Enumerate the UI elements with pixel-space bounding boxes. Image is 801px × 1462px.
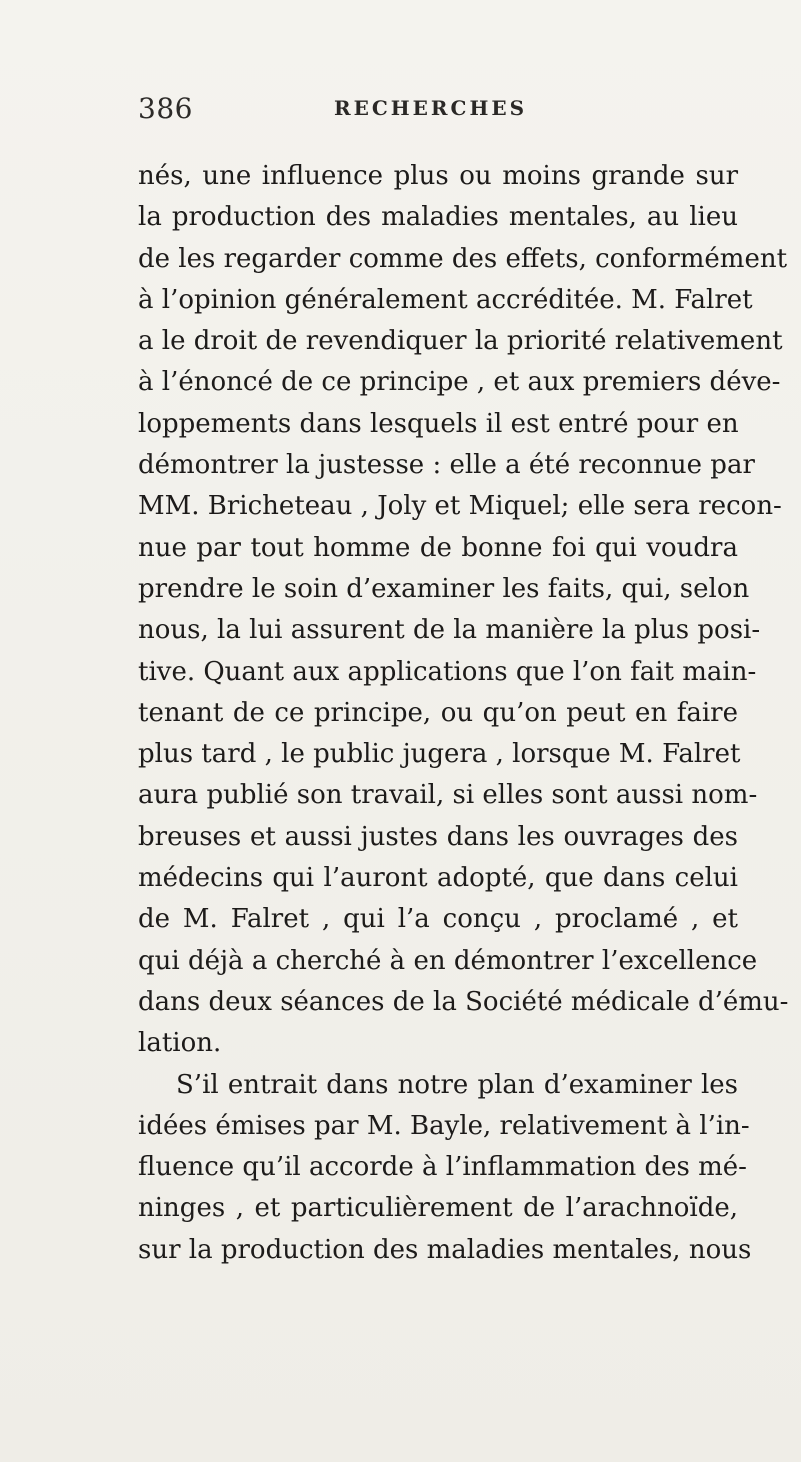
text-line: ninges , et particulièrement de l’arachnoïde, [138,1193,738,1224]
text-line: prendre le soin d’examiner les faits, qui, selon [138,573,750,604]
text-line: nous, la lui assurent de la manière la plus posi- [138,615,761,646]
text-line: a le droit de revendiquer la priorité relativement [138,326,783,357]
text-line: sur la production des maladies mentales, nous [138,1234,752,1265]
text-line: fluence qu’il accorde à l’inflammation des mé- [138,1152,747,1183]
text-line: à l’énoncé de ce principe , et aux premiers déve- [138,367,781,398]
text-line: aura publié son travail, si elles sont aussi nom- [138,780,758,811]
text-line: breuses et aussi justes dans les ouvrages des [138,821,738,852]
text-line: nés, une influence plus ou moins grande sur [138,161,738,191]
text-line: tive. Quant aux applications que l’on fait main- [138,656,757,687]
text-line: lation. [138,1028,222,1059]
text-line: à l’opinion généralement accréditée. M. Falret [138,284,753,315]
text-line: démontrer la justesse : elle a été reconnue par [138,450,755,481]
text-line: qui déjà a cherché à en démontrer l’excellence [138,945,758,976]
text-line: loppements dans lesquels il est entré pour en [138,408,739,439]
text-line: S’il entrait dans notre plan d’examiner les [176,1069,738,1100]
text-line: idées émises par M. Bayle, relativement à l’in- [138,1110,750,1141]
text-line: plus tard , le public jugera , lorsque M. Falret [138,739,741,770]
text-line: tenant de ce principe, ou qu’on peut en faire [138,697,738,728]
text-line: MM. Bricheteau , Joly et Miquel; elle sera recon- [138,491,782,522]
text-line: nue par tout homme de bonne foi qui voudra [138,532,738,563]
page-number: 386 [138,92,193,125]
text-line: dans deux séances de la Société médicale d’ému- [138,986,789,1017]
body-text [138,156,789,1271]
text-line: médecins qui l’auront adopté, que dans celui [138,863,738,894]
running-head: RECHERCHES [334,96,528,120]
text-line: de les regarder comme des effets, conformément [138,243,788,274]
text-line: de M. Falret , qui l’a conçu , proclamé , et [138,904,738,935]
page-header [138,92,698,136]
text-line: la production des maladies mentales, au lieu [138,202,738,233]
